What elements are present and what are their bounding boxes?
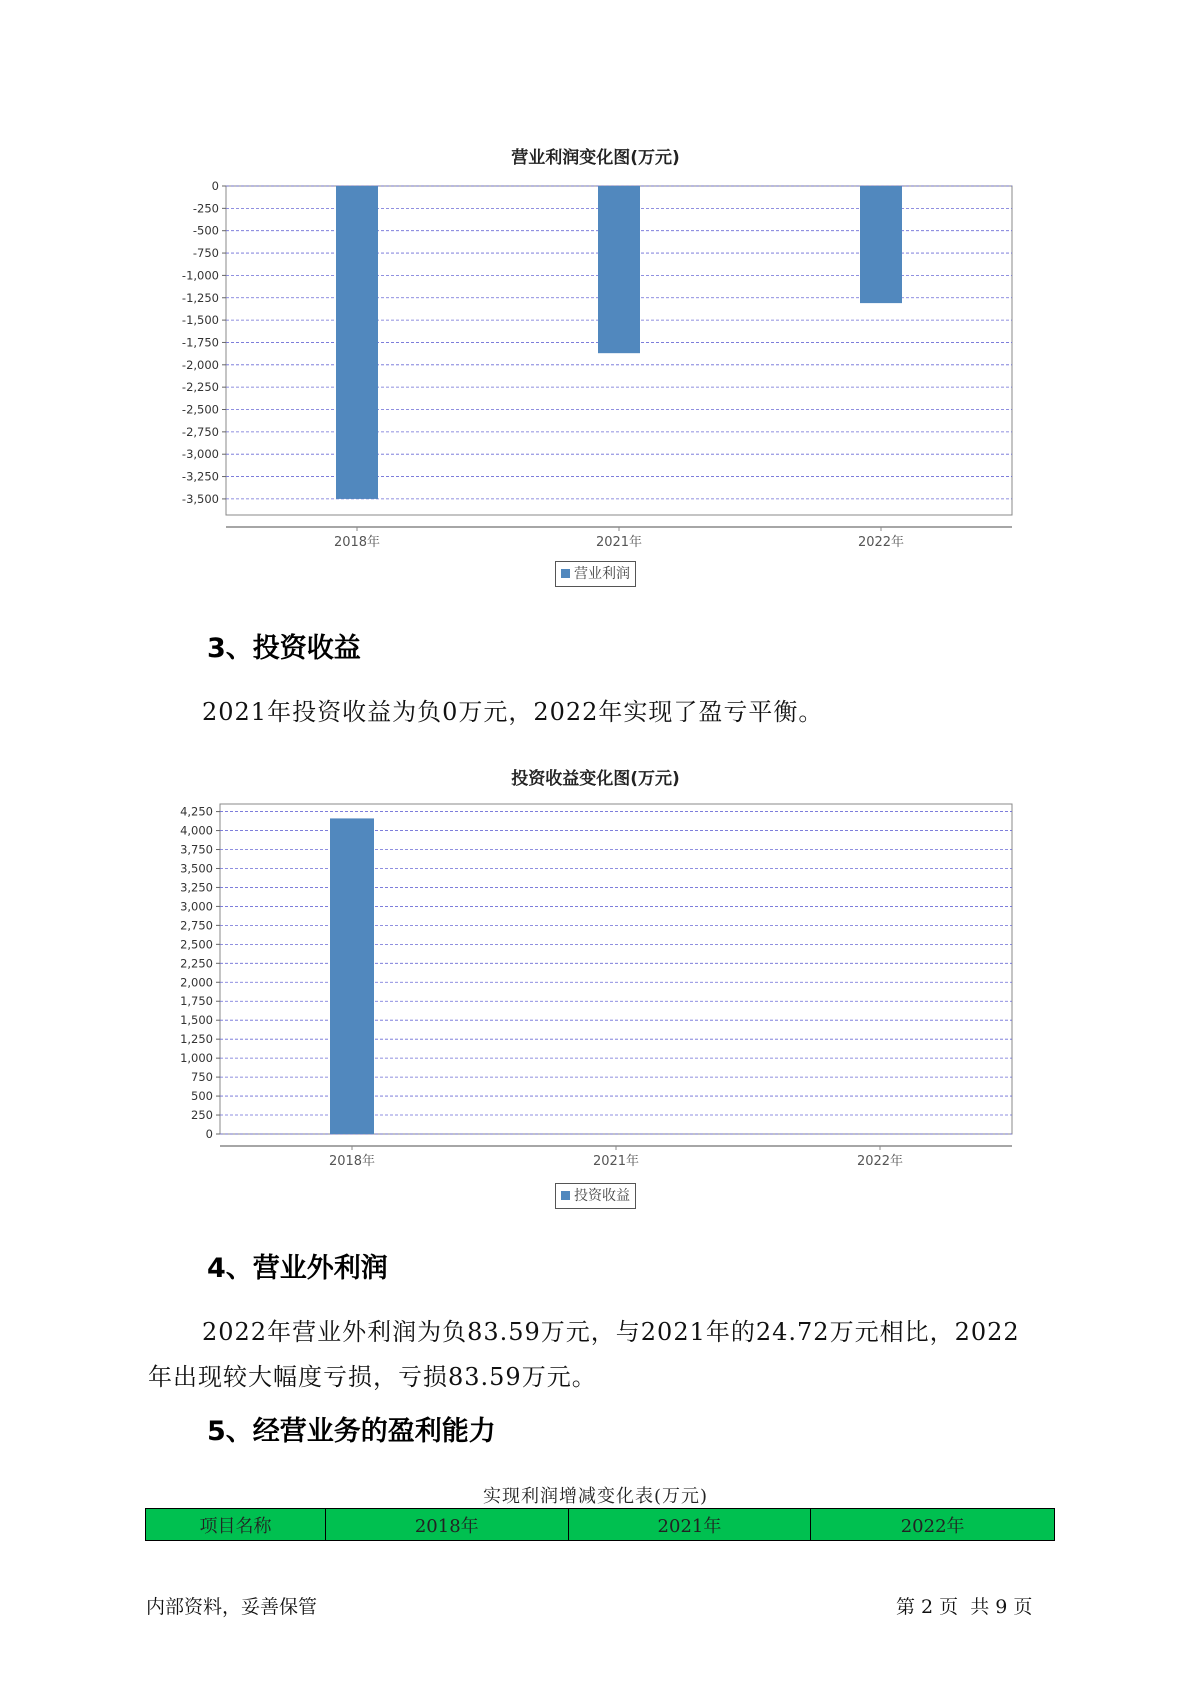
y-tick-label: -750: [192, 246, 219, 261]
y-tick-label: 2,750: [180, 918, 213, 933]
y-tick-label: 2,250: [180, 956, 213, 971]
y-tick-label: -1,000: [181, 268, 219, 283]
section3-text: 2021年投资收益为负0万元，2022年实现了盈亏平衡。: [202, 698, 824, 726]
y-tick-label: -1,750: [181, 335, 219, 350]
legend-swatch-icon: [561, 1191, 570, 1200]
y-tick-label: 1,000: [180, 1051, 213, 1066]
table-header-cell: 2022年: [811, 1509, 1055, 1541]
y-tick-label: 500: [191, 1089, 213, 1104]
y-tick-label: 1,750: [180, 994, 213, 1009]
y-tick-label: 0: [211, 179, 219, 193]
y-tick-label: 1,250: [180, 1032, 213, 1047]
section4-text-line2: 年出现较大幅度亏损，亏损83.59万元。: [148, 1363, 597, 1391]
y-tick-label: -2,250: [181, 380, 219, 395]
y-tick-label: 0: [205, 1127, 213, 1141]
y-tick-label: -1,500: [181, 313, 219, 328]
y-tick-label: -1,250: [181, 290, 219, 305]
table-header-cell: 项目名称: [146, 1509, 326, 1541]
y-tick-label: 3,500: [180, 861, 213, 876]
y-tick-label: 750: [191, 1070, 213, 1085]
footer-left: 内部资料，妥善保管: [146, 1596, 318, 1618]
y-tick-label: 1,500: [180, 1013, 213, 1028]
x-tick-label: 2021年: [592, 1154, 640, 1169]
x-tick-label: 2022年: [856, 1154, 904, 1169]
chart2-legend-label: 投资收益: [574, 1188, 630, 1204]
x-tick-label: 2021年: [595, 535, 643, 550]
table-header-cell: 2018年: [325, 1509, 568, 1541]
y-tick-label: 2,000: [180, 975, 213, 990]
chart2-title: 投资收益变化图(万元): [511, 769, 680, 789]
bar: [330, 818, 374, 1134]
y-tick-label: -2,000: [181, 357, 219, 372]
y-tick-label: 4,250: [180, 804, 213, 819]
y-tick-label: 250: [191, 1108, 213, 1123]
y-tick-label: -3,500: [181, 491, 219, 506]
y-tick-label: -3,000: [181, 447, 219, 462]
table-title: 实现利润增减变化表(万元): [482, 1486, 709, 1507]
table-header-row: [146, 1509, 1055, 1541]
y-tick-label: -2,500: [181, 402, 219, 417]
profit-table: [145, 1508, 1055, 1541]
y-tick-label: 3,000: [180, 899, 213, 914]
section5-heading: 5、经营业务的盈利能力: [207, 1416, 496, 1447]
x-tick-label: 2022年: [857, 535, 905, 550]
section4-heading: 4、营业外利润: [207, 1253, 388, 1284]
y-tick-label: 4,000: [180, 823, 213, 838]
y-tick-label: 3,750: [180, 842, 213, 857]
y-tick-label: -3,250: [181, 469, 219, 484]
chart1-legend-label: 营业利润: [574, 566, 630, 582]
y-tick-label: -500: [192, 223, 219, 238]
section3-heading: 3、投资收益: [207, 633, 361, 664]
footer-page-number: 第 2 页 共 9 页: [896, 1596, 1033, 1618]
y-tick-label: -250: [192, 201, 219, 216]
table-header-cell: 2021年: [568, 1509, 811, 1541]
chart2-legend: [555, 1183, 636, 1209]
y-tick-label: 2,500: [180, 937, 213, 952]
y-tick-label: 3,250: [180, 880, 213, 895]
x-tick-label: 2018年: [333, 535, 381, 550]
section4-text-line1: 2022年营业外利润为负83.59万元，与2021年的24.72万元相比，2022: [202, 1318, 1020, 1346]
y-tick-label: -2,750: [181, 424, 219, 439]
chart1-title: 营业利润变化图(万元): [511, 148, 680, 168]
x-tick-label: 2018年: [328, 1154, 376, 1169]
